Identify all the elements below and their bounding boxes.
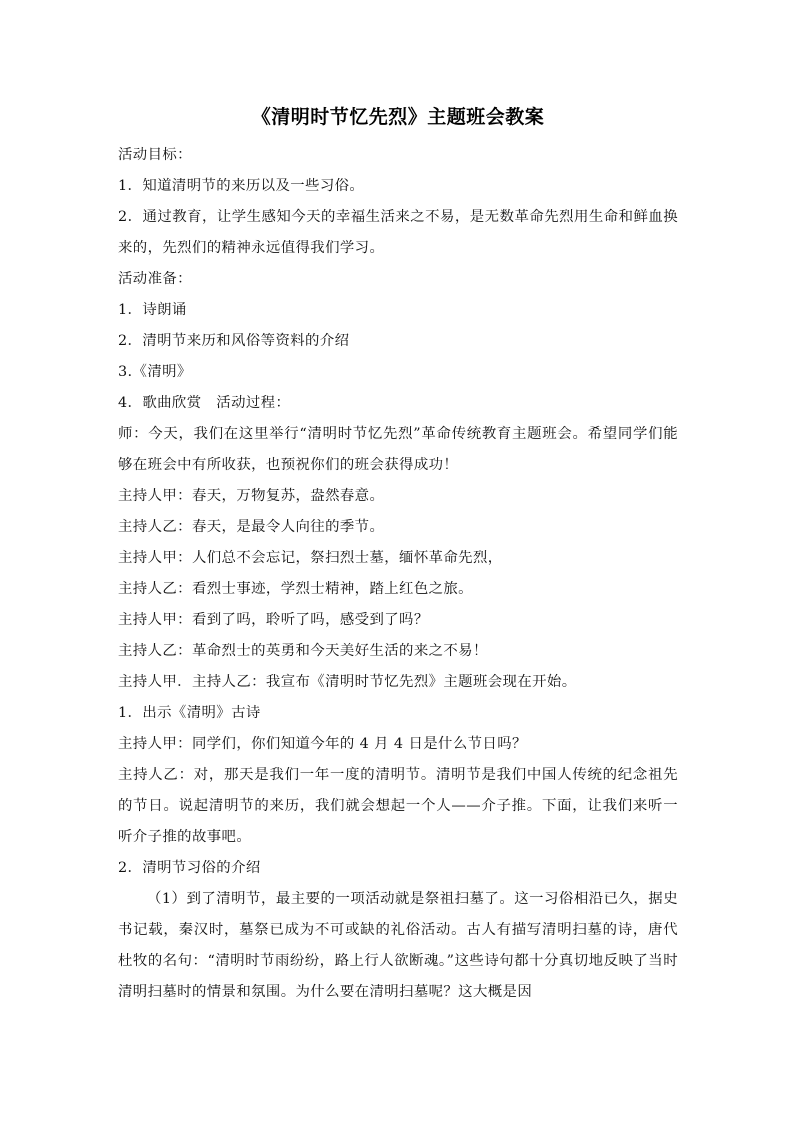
document-title: 《清明时节忆先烈》主题班会教案 [251,106,545,128]
goals-heading: 活动目标： [118,147,192,163]
process-line: 主持人乙：革命烈士的英勇和今天美好生活的来之不易！ [118,643,488,659]
process-line: 主持人甲：看到了吗，聆听了吗，感受到了吗？ [118,612,429,628]
goal-item: 2．通过教育，让学生感知今天的幸福生活来之不易，是无数革命先烈用生命和鲜血换来的，先烈们的精神永远值得我们学习。 [118,209,678,256]
process-line: 主持人甲．主持人乙：我宣布《清明时节忆先烈》主题班会现在开始。 [118,674,577,690]
prep-item: 1．诗朗诵 [118,302,187,318]
process-paragraph: 主持人乙：对，那天是我们一年一度的清明节。清明节是我们中国人传统的纪念祖先的节日。说起清明节的来历，我们就会想起一个人——介子推。下面，让我们来听一听介子推的故事吧。 [118,767,678,845]
prep-heading: 活动准备： [118,271,192,287]
process-subheading: 1．出示《清明》古诗 [118,705,261,721]
process-paragraph: （1）到了清明节，最主要的一项活动就是祭祖扫墓了。这一习俗相沿已久，据史书记载，秦汉时，墓祭已成为不可或缺的礼俗活动。古人有描写清明扫墓的诗，唐代杜牧的名句：“清明时节雨纷纷，路上行人欲断魂。”这些诗句都十分真切地反映了当时清明扫墓时的情景和氛围。为什么要在清明扫墓呢？这大概是因 [118,891,678,1000]
process-line: 主持人甲：春天，万物复苏，盎然春意。 [118,488,385,504]
process-line: 主持人甲：人们总不会忘记，祭扫烈士墓，缅怀革命先烈， [118,550,503,566]
prep-item: 4．歌曲欣赏 活动过程： [118,395,291,411]
process-line: 主持人乙：春天，是最令人向往的季节。 [118,519,385,535]
process-line: 主持人乙：看烈士事迹，学烈士精神，踏上红色之旅。 [118,581,473,597]
process-subheading: 2．清明节习俗的介绍 [118,860,261,876]
process-line: 主持人甲：同学们，你们知道今年的 4 月 4 日是什么节日吗？ [118,736,527,752]
goal-item: 1．知道清明节的来历以及一些习俗。 [118,178,365,194]
document-body [118,140,678,1008]
process-paragraph: 师：今天，我们在这里举行“清明时节忆先烈”革命传统教育主题班会。希望同学们能够在班会中有所收获，也预祝你们的班会获得成功！ [118,426,678,473]
prep-item: 2．清明节来历和风俗等资料的介绍 [118,333,350,349]
prep-item: 3.《清明》 [118,364,192,380]
